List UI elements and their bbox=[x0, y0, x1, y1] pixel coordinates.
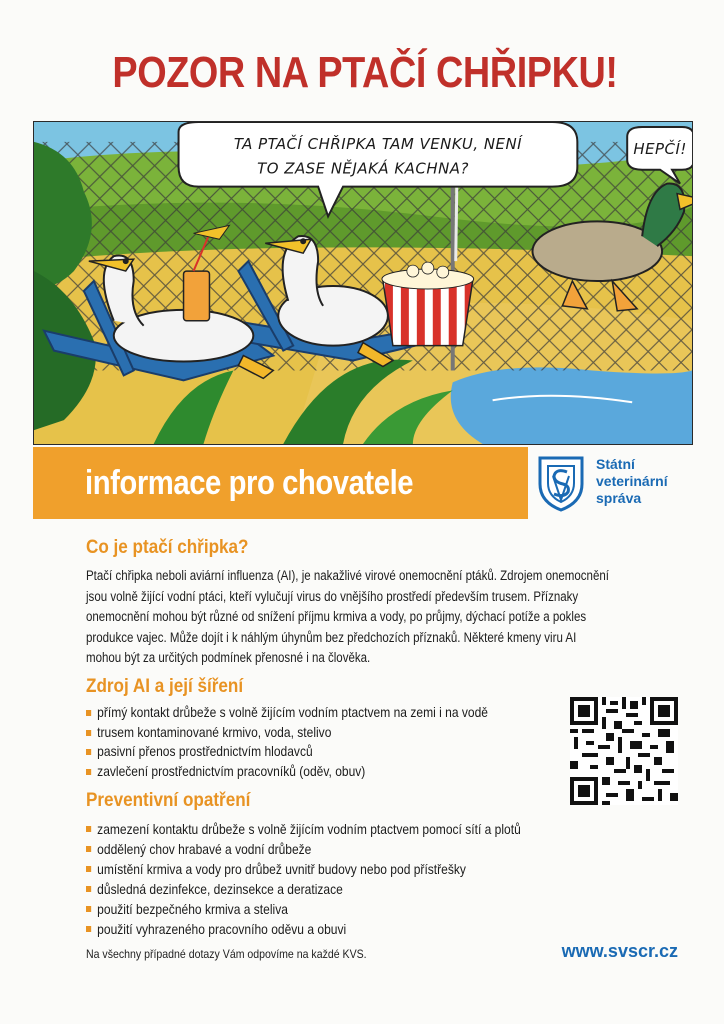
list-item: použití vyhrazeného pracovního oděvu a obuvi bbox=[86, 919, 521, 939]
logo-line-3: správa bbox=[596, 490, 642, 506]
speech-bubble-line1: TA PTAČÍ CHŘIPKA TAM VENKU, NENÍ bbox=[233, 134, 523, 153]
list-item: použití bezpečného krmiva a steliva bbox=[86, 899, 521, 919]
page-title: POZOR NA PTAČÍ CHŘIPKU! bbox=[112, 48, 618, 97]
cartoon-illustration bbox=[33, 121, 693, 445]
website-link[interactable]: www.svscr.cz bbox=[561, 941, 678, 961]
section-what-text bbox=[86, 566, 686, 669]
list-item: zamezení kontaktu drůbeže s volně žijícím vodním ptactvem pomocí sítí a plotů bbox=[86, 819, 521, 839]
footer-note: Na všechny případné dotazy Vám odpovíme na každé KVS. bbox=[86, 947, 367, 961]
list-item: umístění krmiva a vody pro drůbež uvnitř budovy nebo pod přístřešky bbox=[86, 859, 521, 879]
text-line: Ptačí chřipka neboli aviární influenza (AI), je nakažlivé virové onemocnění ptáků. Zdrojem onemocnění bbox=[86, 568, 609, 583]
section-title-what: Co je ptačí chřipka? bbox=[86, 537, 249, 558]
text-line: onemocnění mohou být různé od snížení příjmu krmiva a vody, po průjmy, dýchací potíže a pokles bbox=[86, 609, 587, 624]
section-title-source: Zdroj AI a její šíření bbox=[86, 676, 244, 697]
banner-info bbox=[33, 447, 528, 519]
svs-shield-icon bbox=[536, 454, 586, 512]
speech-bubble-line2: TO ZASE NĚJAKÁ KACHNA? bbox=[257, 159, 469, 178]
list-item: důsledná dezinfekce, dezinsekce a deratizace bbox=[86, 879, 521, 899]
list-item: oddělený chov hrabavé a vodní drůbeže bbox=[86, 839, 521, 859]
speech-bubble-small: HEPČÍ! bbox=[633, 139, 687, 158]
section-title-prevention: Preventivní opatření bbox=[86, 790, 251, 811]
text-line: produkce vajec. Může dojít i k náhlým úhynům bez předchozích příznaků. Některé kmeny viru AI bbox=[86, 629, 577, 645]
list-item: přímý kontakt drůbeže s volně žijícím vodním ptactvem na zemi i na vodě bbox=[86, 703, 488, 723]
qr-code-icon bbox=[570, 697, 678, 805]
list-item: trusem kontaminované krmivo, voda, stelivo bbox=[86, 723, 488, 743]
prevention-list bbox=[86, 819, 592, 939]
list-item: zavlečení prostřednictvím pracovníků (oděv, obuv) bbox=[86, 762, 488, 782]
svs-logo bbox=[536, 452, 696, 516]
list-item: pasivní přenos prostřednictvím hlodavců bbox=[86, 742, 488, 762]
logo-line-1: Státní bbox=[596, 456, 635, 472]
text-line: mohou být za určitých podmínek přenosné i na člověka. bbox=[86, 650, 371, 665]
cartoon-image bbox=[34, 122, 692, 444]
source-list bbox=[86, 703, 553, 781]
banner-label: informace pro chovatele bbox=[85, 463, 414, 502]
logo-line-2: veterinární bbox=[596, 473, 668, 489]
text-line: jsou volně žijící vodní ptáci, kteří vylučují virus do vnějšího prostředí především trusem. Příznaky bbox=[86, 588, 579, 604]
